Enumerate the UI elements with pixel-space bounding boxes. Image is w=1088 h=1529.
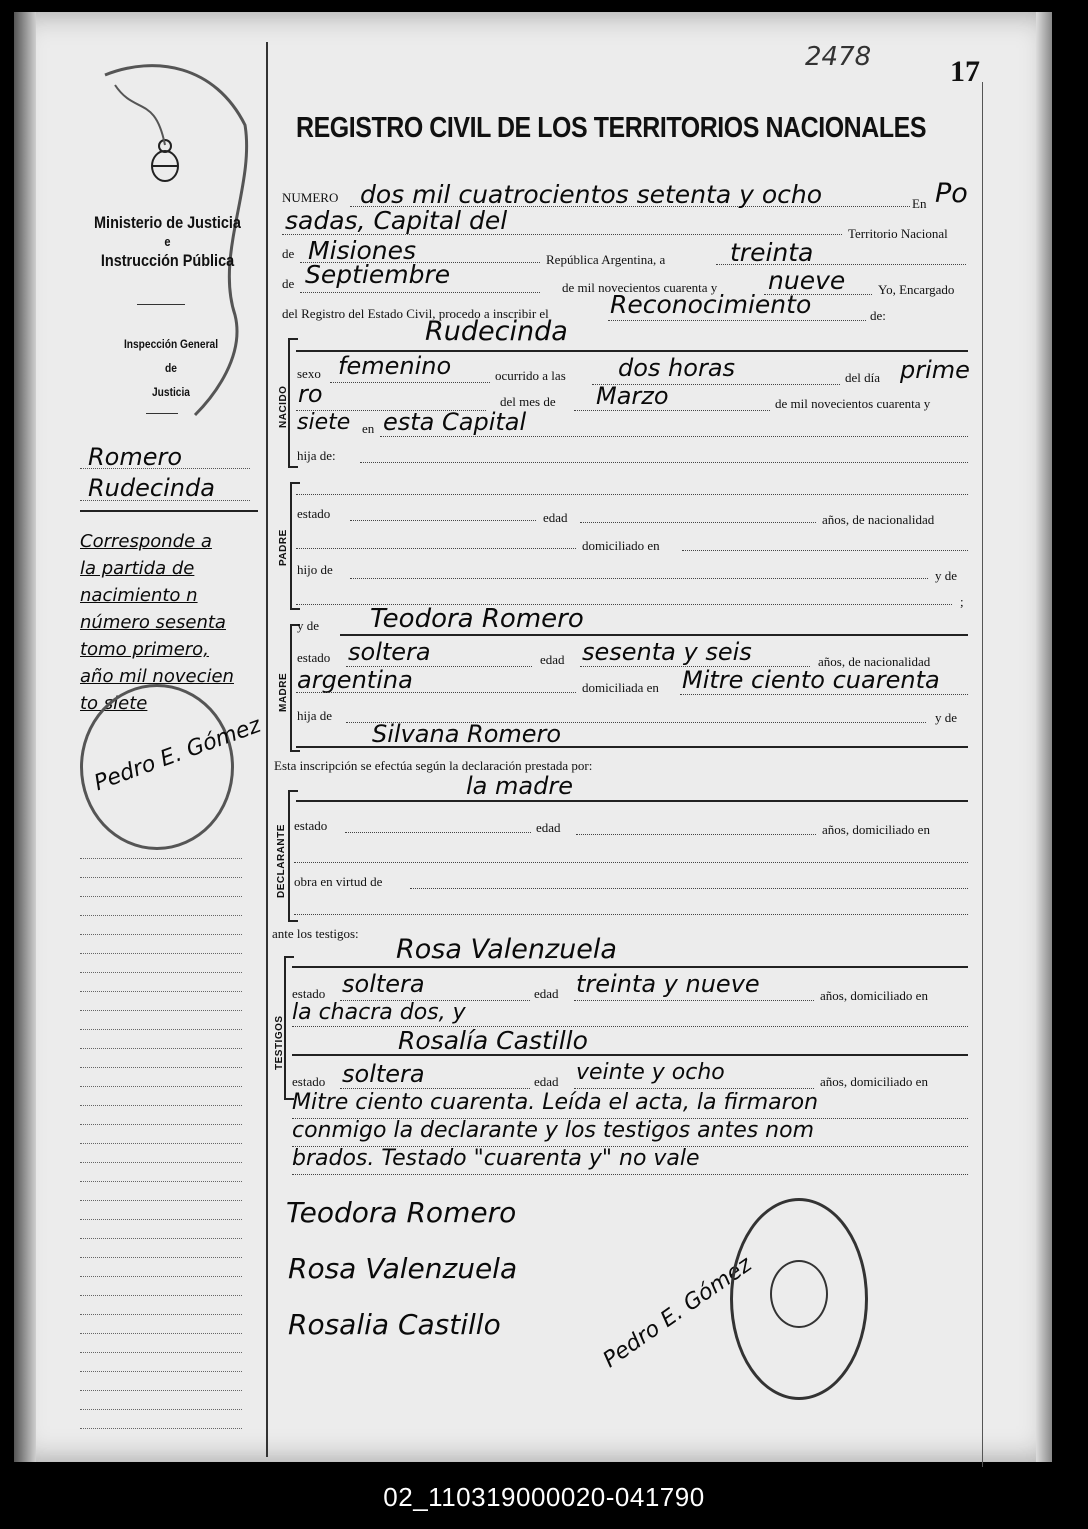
margin-rule-line (80, 877, 242, 878)
rule (360, 462, 968, 463)
margin-rule-line (80, 972, 242, 973)
padre-semicolon: ; (960, 594, 964, 609)
padre-edad-label: edad (543, 510, 568, 525)
margin-rule-line (80, 858, 242, 859)
margin-rule-line (80, 953, 242, 954)
hija-label: hija de: (297, 448, 336, 463)
signature-mother: Teodora Romero (286, 1196, 517, 1229)
margin-rule-line (80, 1010, 242, 1011)
w1-edad-label: edad (534, 986, 559, 1001)
rule (296, 692, 576, 693)
w2-edad-value: veinte y ocho (576, 1060, 725, 1085)
rule (345, 832, 531, 833)
padre-yde-label: y de (935, 568, 958, 583)
margin-rule-line (80, 1409, 242, 1410)
nacido-en-label: en (362, 421, 375, 436)
dia-value-a: prime (900, 356, 970, 384)
margin-note-line: la partida de (80, 558, 195, 579)
w2-edad-label: edad (534, 1074, 559, 1089)
margin-rule-line (80, 1390, 242, 1391)
padre-hijo-label: hijo de (297, 562, 333, 577)
declarante-label: DECLARANTE (276, 824, 287, 898)
margin-name-rule-2 (80, 500, 250, 501)
de-label-2: de (282, 276, 295, 291)
signature-officer: Pedro E. Gómez (598, 1252, 757, 1373)
margin-rule-line (80, 1257, 242, 1258)
rule (300, 292, 540, 293)
margin-rule-line (80, 1067, 242, 1068)
margin-block-rule (80, 510, 258, 512)
margin-rule-line (80, 896, 242, 897)
margin-note-line: nacimiento n (80, 585, 198, 606)
w2-estado-value: soltera (342, 1060, 425, 1088)
margin-rule-line (80, 1371, 242, 1372)
padre-label: PADRE (278, 529, 289, 566)
territory-value: Misiones (308, 236, 417, 265)
margin-rule-line (80, 1314, 242, 1315)
declaracion-value: la madre (466, 772, 573, 800)
mil-label: de mil novecientos cuarenta y (775, 396, 931, 411)
margin-note-line: Corresponde a (80, 531, 212, 552)
w2-anos-label: años, domiciliado en (820, 1074, 928, 1089)
margin-note-line: año mil novecien (80, 666, 234, 687)
rule (350, 578, 928, 579)
padre-estado-label: estado (297, 506, 331, 521)
margin-rule-line (80, 1181, 242, 1182)
rule (716, 264, 966, 265)
page-number: 17 (950, 55, 980, 88)
month-value: Septiembre (305, 260, 451, 289)
ministry-line2: e (164, 234, 171, 249)
ministry-line3: Instrucción Pública (100, 251, 235, 270)
margin-rule-line (80, 1086, 242, 1087)
rule (350, 520, 536, 521)
rule (282, 234, 842, 235)
rule (608, 320, 866, 321)
de-label: de (282, 246, 295, 261)
margin-rule-line (80, 1029, 242, 1030)
margin-rule-line (80, 1276, 242, 1277)
madre-parent-value: Silvana Romero (372, 720, 562, 748)
madre-domiciliada-label: domiciliada en (582, 680, 659, 695)
nacido-place-value: esta Capital (383, 408, 527, 436)
margin-rule-line (80, 1333, 242, 1334)
encargado-label: Yo, Encargado (878, 282, 955, 297)
signature-witness1: Rosa Valenzuela (288, 1252, 518, 1285)
madre-nacionalidad-value: argentina (297, 666, 413, 694)
madre-edad-label: edad (540, 652, 565, 667)
margin-rule-line (80, 1162, 242, 1163)
year-value: nueve (768, 266, 846, 295)
madre-estado-value: soltera (348, 638, 431, 666)
testigos-label: TESTIGOS (274, 1015, 285, 1070)
rule (292, 1174, 968, 1175)
w1-anos-label: años, domiciliado en (820, 988, 928, 1003)
ante-testigos-label: ante los testigos: (272, 926, 359, 941)
day-value: treinta (730, 238, 814, 267)
declarante-anos-label: años, domiciliado en (822, 822, 930, 837)
madre-anos-label: años, de nacionalidad (818, 654, 931, 669)
margin-rule-line (80, 1238, 242, 1239)
witness1-name: Rosa Valenzuela (396, 934, 617, 965)
hour-value: dos horas (618, 354, 736, 382)
mes-value: Marzo (596, 382, 669, 410)
rule (292, 1026, 968, 1027)
place-value-a: Po (935, 178, 968, 209)
margin-rule-line (80, 1219, 242, 1220)
inspection-line1: Inspección General (123, 337, 219, 351)
year-label: de mil novecientos cuarenta y (562, 280, 718, 295)
declarante-bracket (288, 790, 298, 922)
margin-rule-line (80, 1295, 242, 1296)
page-edge (1036, 12, 1052, 1462)
de-colon: de: (870, 308, 886, 323)
margin-rule-line (80, 1105, 242, 1106)
inspection-line3: Justicia (151, 385, 190, 399)
closing-line-1: Mitre ciento cuarenta. Leída el acta, la firmaron (292, 1090, 819, 1115)
nacido-year-value: siete (297, 410, 351, 435)
book-spine (14, 12, 36, 1462)
padre-bracket (290, 482, 300, 610)
w2-estado-label: estado (292, 1074, 326, 1089)
margin-rule-line (80, 1200, 242, 1201)
margin-rule-line (80, 1352, 242, 1353)
rule (292, 1054, 968, 1056)
obra-label: obra en virtud de (294, 874, 383, 889)
sexo-label: sexo (297, 366, 321, 381)
margin-signature: Pedro E. Gómez (91, 712, 265, 797)
page-title: REGISTRO CIVIL DE LOS TERRITORIOS NACIONALES (296, 112, 927, 144)
rule (574, 1000, 814, 1001)
madre-estado-label: estado (297, 650, 331, 665)
dia-label: del día (845, 370, 881, 385)
right-rule (982, 82, 983, 1467)
madre-yde2-label: y de (935, 710, 958, 725)
rule (330, 382, 490, 383)
ocurrido-label: ocurrido a las (495, 368, 566, 383)
republica-label: República Argentina, a (546, 252, 666, 267)
margin-given-name: Rudecinda (88, 474, 215, 502)
madre-edad-value: sesenta y seis (582, 638, 752, 666)
registro-label: del Registro del Estado Civil, procedo a inscribir el (282, 306, 549, 321)
en-label: En (912, 196, 927, 211)
seal-emblem-icon (770, 1260, 828, 1328)
padre-domiciliado-label: domiciliado en (582, 538, 660, 553)
closing-line-3: brados. Testado "cuarenta y" no vale (292, 1146, 700, 1171)
dia-value-b: ro (298, 380, 323, 408)
rule (410, 888, 968, 889)
margin-rule-line (80, 991, 242, 992)
rule (340, 634, 968, 636)
rule (340, 1088, 530, 1089)
ministry-line1: Ministerio de Justicia (94, 213, 241, 232)
margin-rule-line (80, 915, 242, 916)
madre-yde-label: y de (297, 618, 320, 633)
file-id: 02_110319000020-041790 (383, 1482, 705, 1512)
margin-rule (137, 304, 185, 305)
rule (296, 746, 968, 748)
margin-note-line: número sesenta (80, 612, 226, 633)
signature-witness2: Rosalia Castillo (288, 1308, 501, 1341)
w1-domicilio-value: la chacra dos, y (292, 1000, 466, 1025)
rule (580, 522, 816, 523)
inspection-line2: de (165, 361, 177, 375)
margin-note-line: to siete (80, 693, 148, 714)
margin-rule-2 (146, 413, 178, 414)
padre-anos-label: años, de nacionalidad (822, 512, 935, 527)
rule (574, 1088, 814, 1089)
madre-domicilio-value: Mitre ciento cuarenta (682, 666, 940, 694)
mes-label: del mes de (500, 394, 556, 409)
place-value-b: sadas, Capital del (285, 206, 508, 235)
margin-rule-line (80, 1428, 242, 1429)
margin-note-line: tomo primero, (80, 639, 209, 660)
madre-label: MADRE (278, 672, 289, 712)
rule (294, 914, 968, 915)
w1-estado-value: soltera (342, 970, 425, 998)
declarante-edad-label: edad (536, 820, 561, 835)
margin-rule-line (80, 1143, 242, 1144)
rule (296, 494, 968, 495)
person-name: Rudecinda (425, 316, 568, 347)
margin-rule-line (80, 934, 242, 935)
rule (576, 834, 816, 835)
numero-value: dos mil cuatrocientos setenta y ocho (360, 180, 823, 209)
rule (292, 966, 968, 968)
declaracion-label: Esta inscripción se efectúa según la declaración prestada por: (274, 758, 593, 773)
sexo-value: femenino (338, 352, 452, 380)
rule (682, 550, 968, 551)
margin-rule-line (80, 1048, 242, 1049)
witness2-name: Rosalía Castillo (398, 1026, 588, 1055)
rule (294, 862, 968, 863)
nacido-label: NACIDO (278, 385, 289, 428)
rule (574, 410, 770, 411)
madre-name-value: Teodora Romero (370, 604, 584, 634)
closing-line-2: conmigo la declarante y los testigos antes nom (292, 1118, 815, 1143)
act-value: Reconocimiento (610, 290, 812, 319)
pencil-number: 2478 (805, 42, 872, 72)
margin-surname: Romero (88, 443, 183, 471)
rule (296, 548, 576, 549)
rule (296, 800, 968, 802)
margin-rule-line (80, 1124, 242, 1125)
territorio-label: Territorio Nacional (848, 226, 948, 241)
rule (680, 694, 968, 695)
numero-label: NUMERO (282, 190, 339, 205)
w1-estado-label: estado (292, 986, 326, 1001)
rule (380, 436, 968, 437)
madre-hija-label: hija de (297, 708, 333, 723)
margin-name-rule (80, 468, 250, 469)
margin-divider (266, 42, 268, 1457)
declarante-estado-label: estado (294, 818, 328, 833)
w1-edad-value: treinta y nueve (576, 970, 760, 998)
